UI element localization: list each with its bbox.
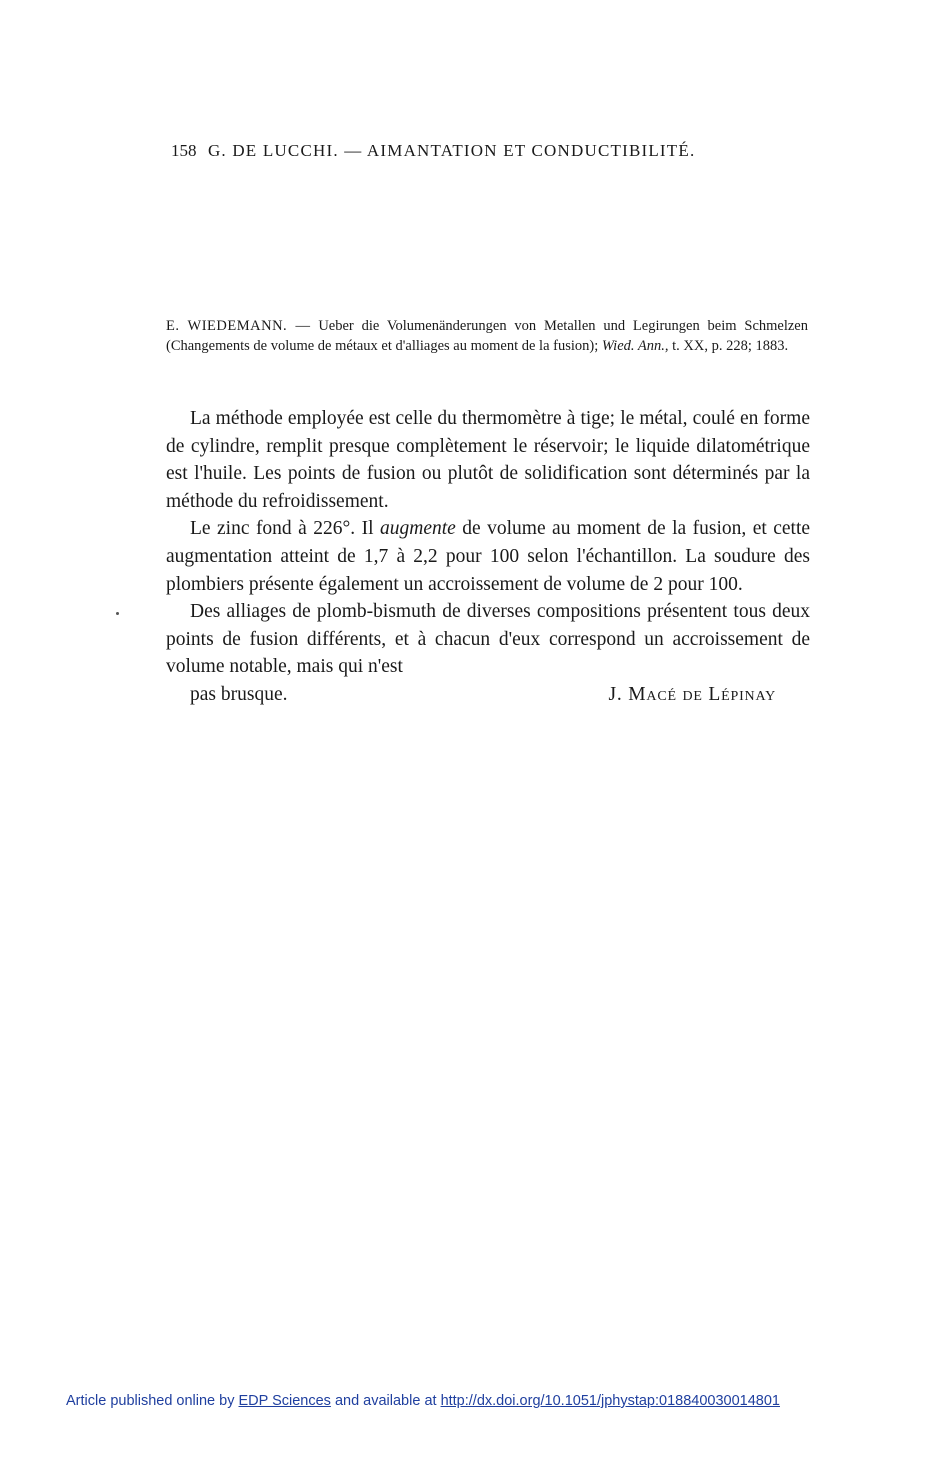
running-header xyxy=(171,141,771,161)
paragraph-3: Des alliages de plomb-bismuth de diverses compositions présentent tous deux points de fusion différents, et à chacun d'eux correspond un accroissement de volume notable, mais qui n'est xyxy=(166,601,810,678)
doi-link[interactable]: http://dx.doi.org/10.1051/jphystap:018840030014801 xyxy=(440,1393,780,1409)
margin-mark xyxy=(116,612,119,615)
closing-line xyxy=(166,681,810,709)
footer-middle: and available at xyxy=(334,1393,437,1409)
reference-journal: Wied. Ann., xyxy=(601,338,669,354)
edp-sciences-link[interactable]: EDP Sciences xyxy=(238,1393,331,1409)
paragraph-2 xyxy=(166,515,810,598)
paragraph-2-start: Le zinc fond à 226°. Il xyxy=(190,518,374,540)
reference-author: E. WIEDEMANN. — xyxy=(166,318,311,334)
article-body xyxy=(166,405,810,709)
paragraph-1: La méthode employée est celle du thermomètre à tige; le métal, coulé en forme de cylindre, remplit presque complètement le réservoir; le liquide dilatométrique est l'huile. Les points de fusion ou plutôt de solidification sont déterminés par la méthode du refroidissement. xyxy=(166,408,810,512)
emphasis-augmente: augmente xyxy=(379,518,456,540)
running-title: G. DE LUCCHI. — AIMANTATION ET CONDUCTIBILITÉ. xyxy=(207,141,696,160)
reference-title-french: (Changements de volume de métaux et d'alliages au moment de la fusion); xyxy=(166,338,599,354)
paragraph-3-last: pas brusque. xyxy=(190,683,288,705)
reference-title-german: Ueber die Volumenänderungen von Metallen und Legirungen beim Schmelzen xyxy=(318,318,808,334)
signature: J. Macé de Lépinay xyxy=(608,683,776,705)
reference-volume-pages: t. XX, p. 228; 1883. xyxy=(672,338,789,354)
publication-footer xyxy=(66,1393,780,1409)
bibliographic-reference xyxy=(166,316,808,356)
page-number: 158 xyxy=(171,141,197,160)
paragraph-2-end: de volume au moment de la fusion, et cette augmentation atteint de 1,7 à 2,2 pour 100 selon l'échantillon. La soudure des plombiers présente également un accroissement de volume de 2 pour 100. xyxy=(166,518,811,595)
footer-prefix: Article published online by xyxy=(66,1393,235,1409)
